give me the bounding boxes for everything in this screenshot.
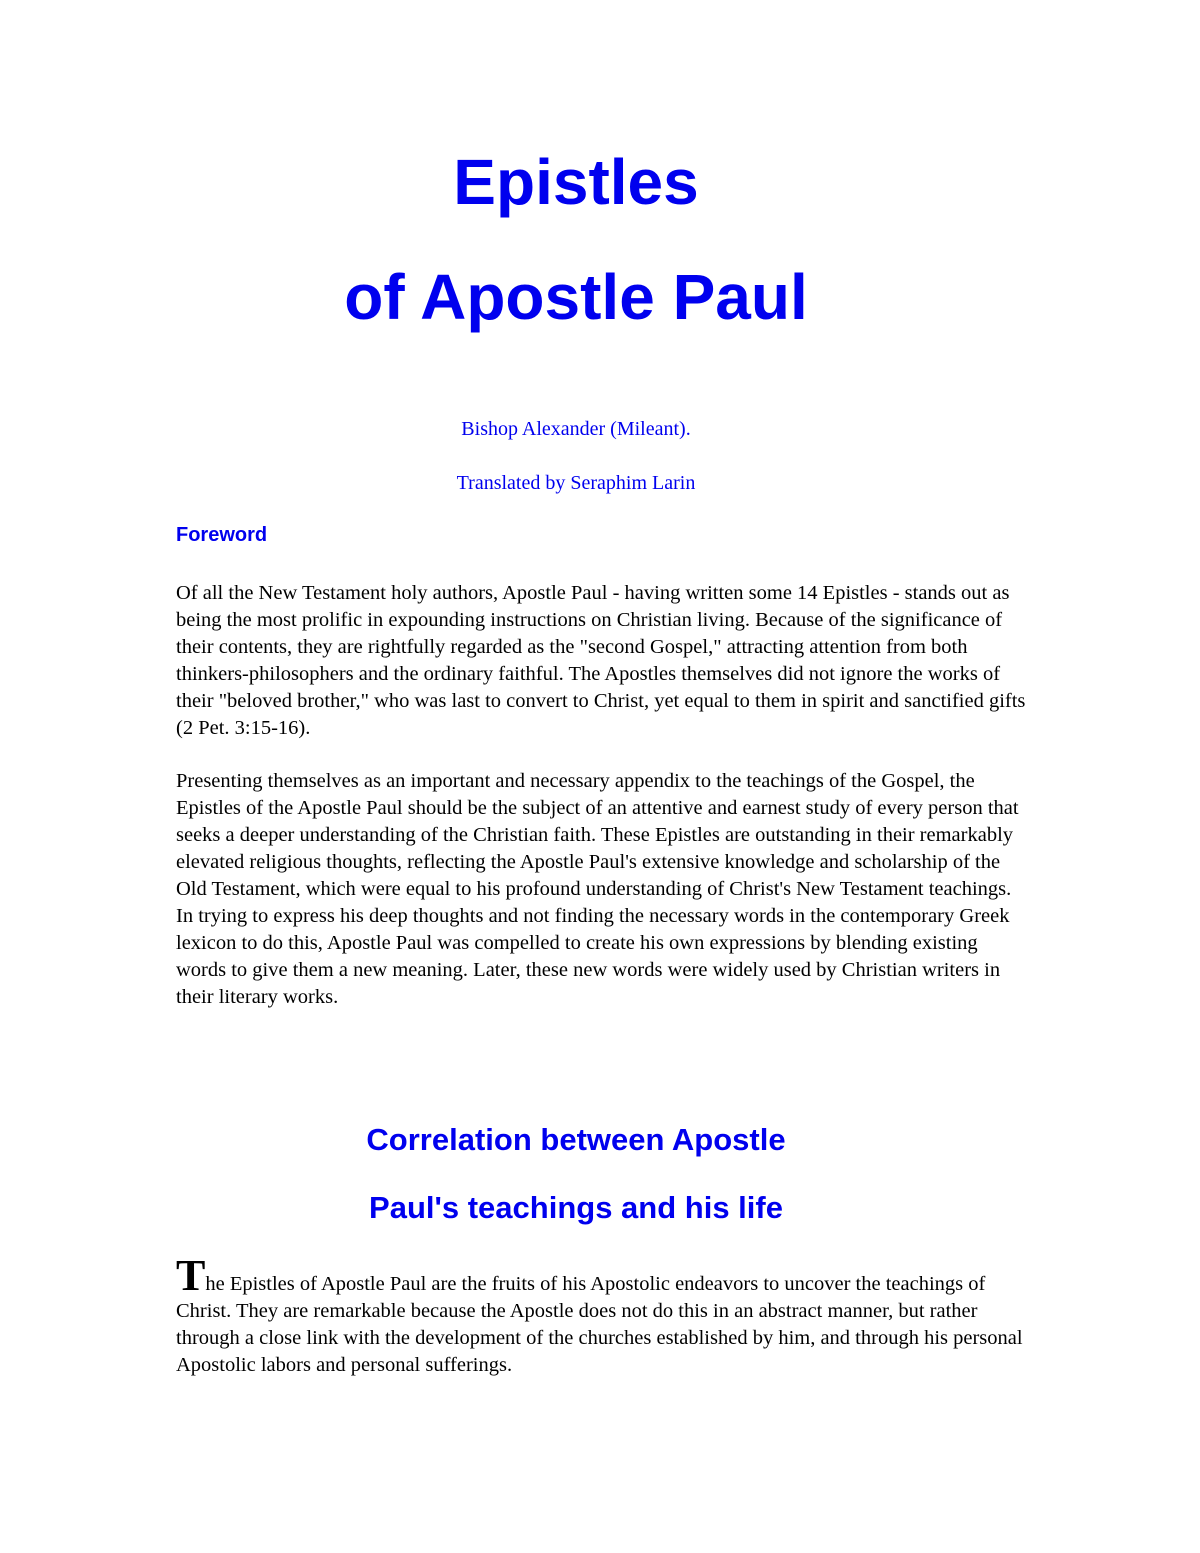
- section-paragraph-1: [176, 1251, 1026, 1379]
- translator-byline: Translated by Seraphim Larin: [456, 472, 696, 494]
- drop-cap: T: [176, 1251, 206, 1300]
- document-title-line2: of Apostle Paul: [344, 261, 808, 333]
- section-paragraph-1-text: he Epistles of Apostle Paul are the fruits of his Apostolic endeavors to uncover the teachings of Christ. They are remarkable because the Apostle does not do this in an abstract manner, but rather through a close link with the development of the churches established by him, and through his personal Apostolic labors and personal sufferings.: [176, 1273, 1023, 1376]
- foreword-heading: Foreword: [176, 524, 268, 546]
- document-title-line1: Epistles: [453, 146, 699, 218]
- section-heading-line2: Paul's teachings and his life: [369, 1190, 783, 1225]
- foreword-paragraph-2: Presenting themselves as an important and necessary appendix to the teachings of the Gospel, the Epistles of the Apostle Paul should be the subject of an attentive and earnest study of every person that seeks a deeper understanding of the Christian faith. These Epistles are outstanding in their remarkably elevated religious thoughts, reflecting the Apostle Paul's extensive knowledge and scholarship of the Old Testament, which were equal to his profound understanding of Christ's New Testament teachings. In trying to express his deep thoughts and not finding the necessary words in the contemporary Greek lexicon to do this, Apostle Paul was compelled to create his own expressions by blending existing words to give them a new meaning. Later, these new words were widely used by Christian writers in their literary works.: [176, 770, 1019, 1008]
- section-heading-line1: Correlation between Apostle: [366, 1122, 786, 1157]
- foreword-paragraph-1: Of all the New Testament holy authors, Apostle Paul - having written some 14 Epistles - stands out as being the most prolific in expounding instructions on Christian living. Because of the significance of their contents, they are rightfully regarded as the "second Gospel," attracting attention from both thinkers-philosophers and the ordinary faithful. The Apostles themselves did not ignore the works of their "beloved brother," who was last to convert to Christ, yet equal to them in spirit and sanctified gifts (2 Pet. 3:15-16).: [176, 582, 1026, 739]
- author-byline: Bishop Alexander (Mileant).: [461, 418, 691, 440]
